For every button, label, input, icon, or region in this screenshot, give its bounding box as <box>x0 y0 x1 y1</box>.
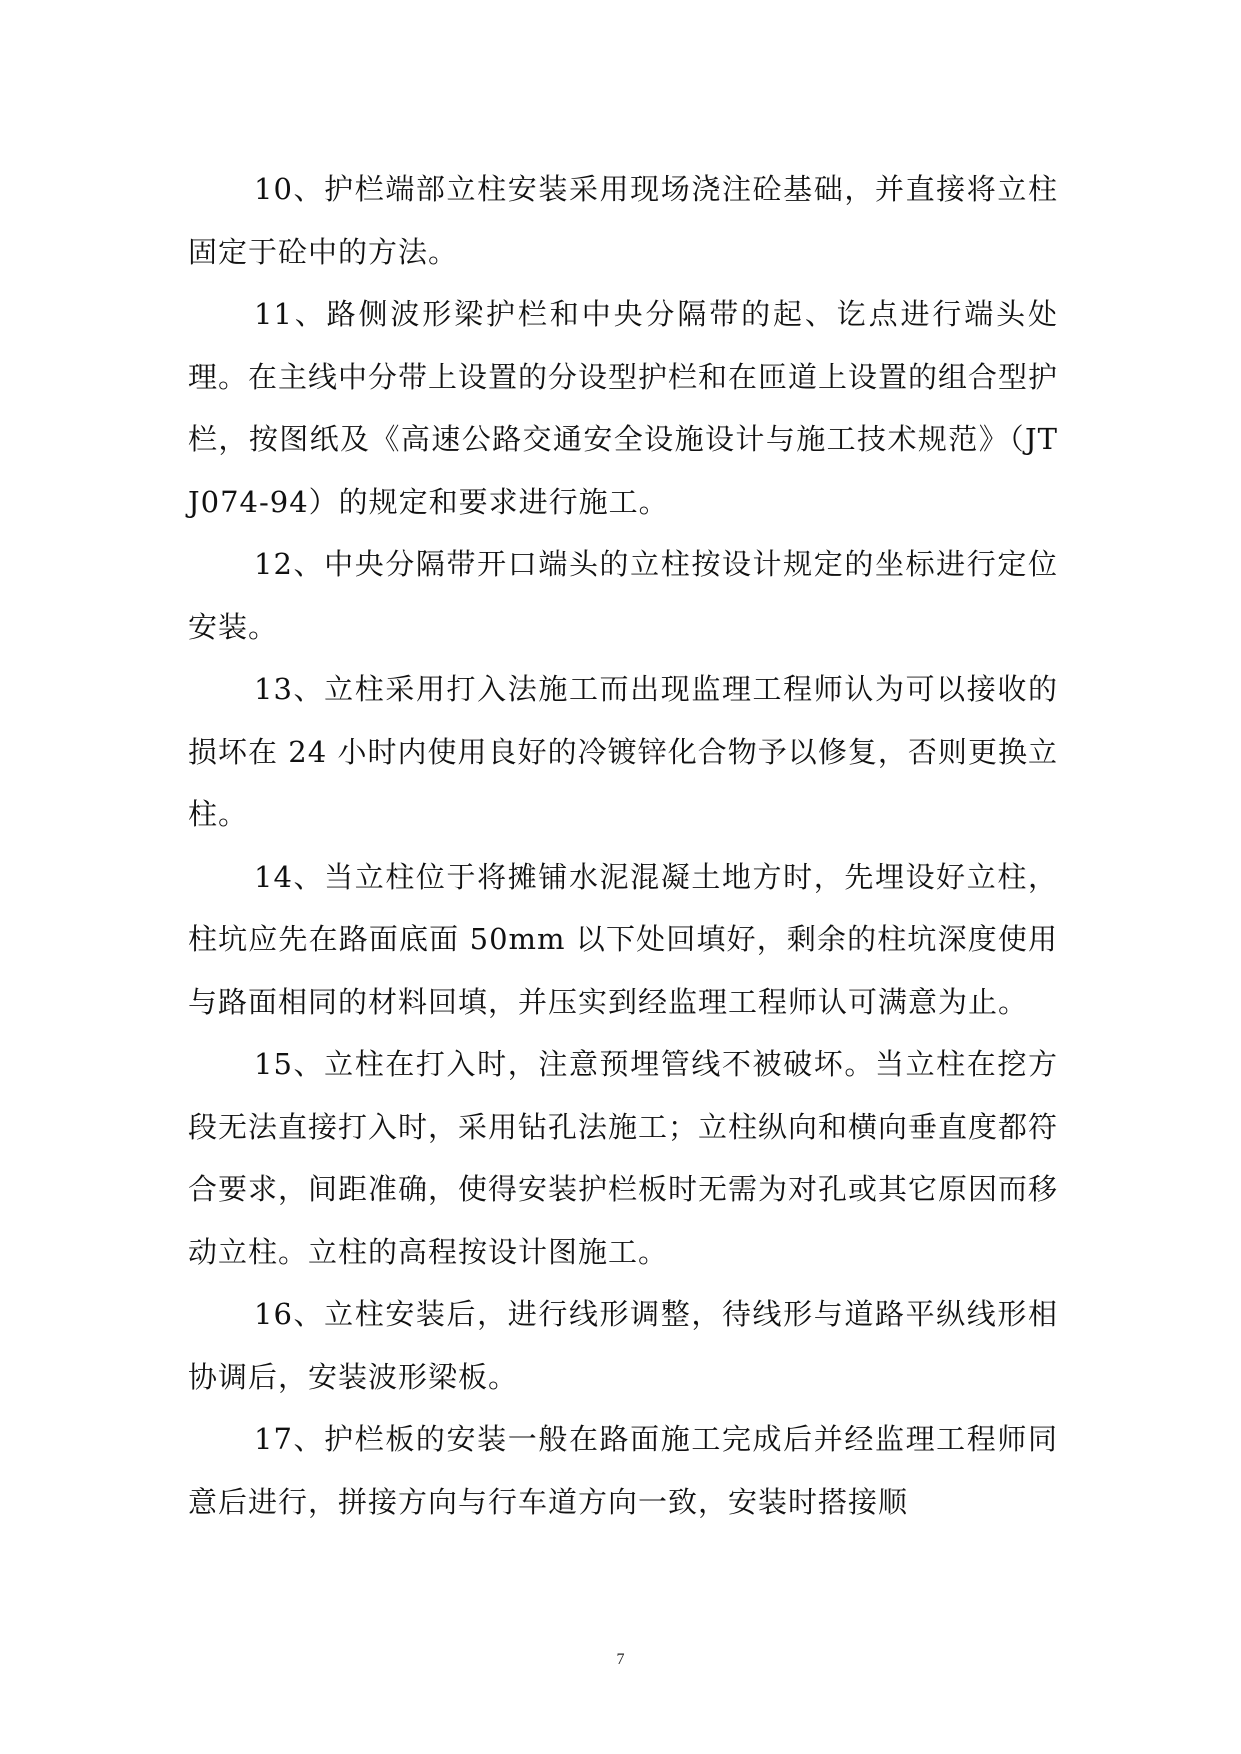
page-number: 7 <box>616 1651 625 1668</box>
body-text <box>188 158 1058 1533</box>
paragraph-10: 10、护栏端部立柱安装采用现场浇注砼基础，并直接将立柱固定于砼中的方法。 <box>188 172 1058 269</box>
paragraph-17: 17、护栏板的安装一般在路面施工完成后并经监理工程师同意后进行，拼接方向与行车道方向一致，安装时搭接顺 <box>188 1422 1058 1519</box>
paragraph-12: 12、中央分隔带开口端头的立柱按设计规定的坐标进行定位安装。 <box>188 547 1058 644</box>
paragraph-13: 13、立柱采用打入法施工而出现监理工程师认为可以接收的损坏在 24 小时内使用良好的冷镀锌化合物予以修复，否则更换立柱。 <box>188 672 1058 831</box>
paragraph-15: 15、立柱在打入时，注意预埋管线不被破坏。当立柱在挖方段无法直接打入时，采用钻孔法施工；立柱纵向和横向垂直度都符合要求，间距准确，使得安装护栏板时无需为对孔或其它原因而移动立柱。立柱的高程按设计图施工。 <box>188 1047 1059 1269</box>
paragraph-14: 14、当立柱位于将摊铺水泥混凝土地方时，先埋设好立柱，柱坑应先在路面底面 50mm 以下处回填好，剩余的柱坑深度使用与路面相同的材料回填，并压实到经监理工程师认可满意为止。 <box>188 859 1058 1019</box>
paragraph-11: 11、路侧波形梁护栏和中央分隔带的起、讫点进行端头处理。在主线中分带上设置的分设型护栏和在匝道上设置的组合型护栏，按图纸及《高速公路交通安全设施设计与施工技术规范》（JTJ074-94）的规定和要求进行施工。 <box>188 297 1059 519</box>
paragraph-16: 16、立柱安装后，进行线形调整，待线形与道路平纵线形相协调后，安装波形梁板。 <box>188 1297 1058 1394</box>
